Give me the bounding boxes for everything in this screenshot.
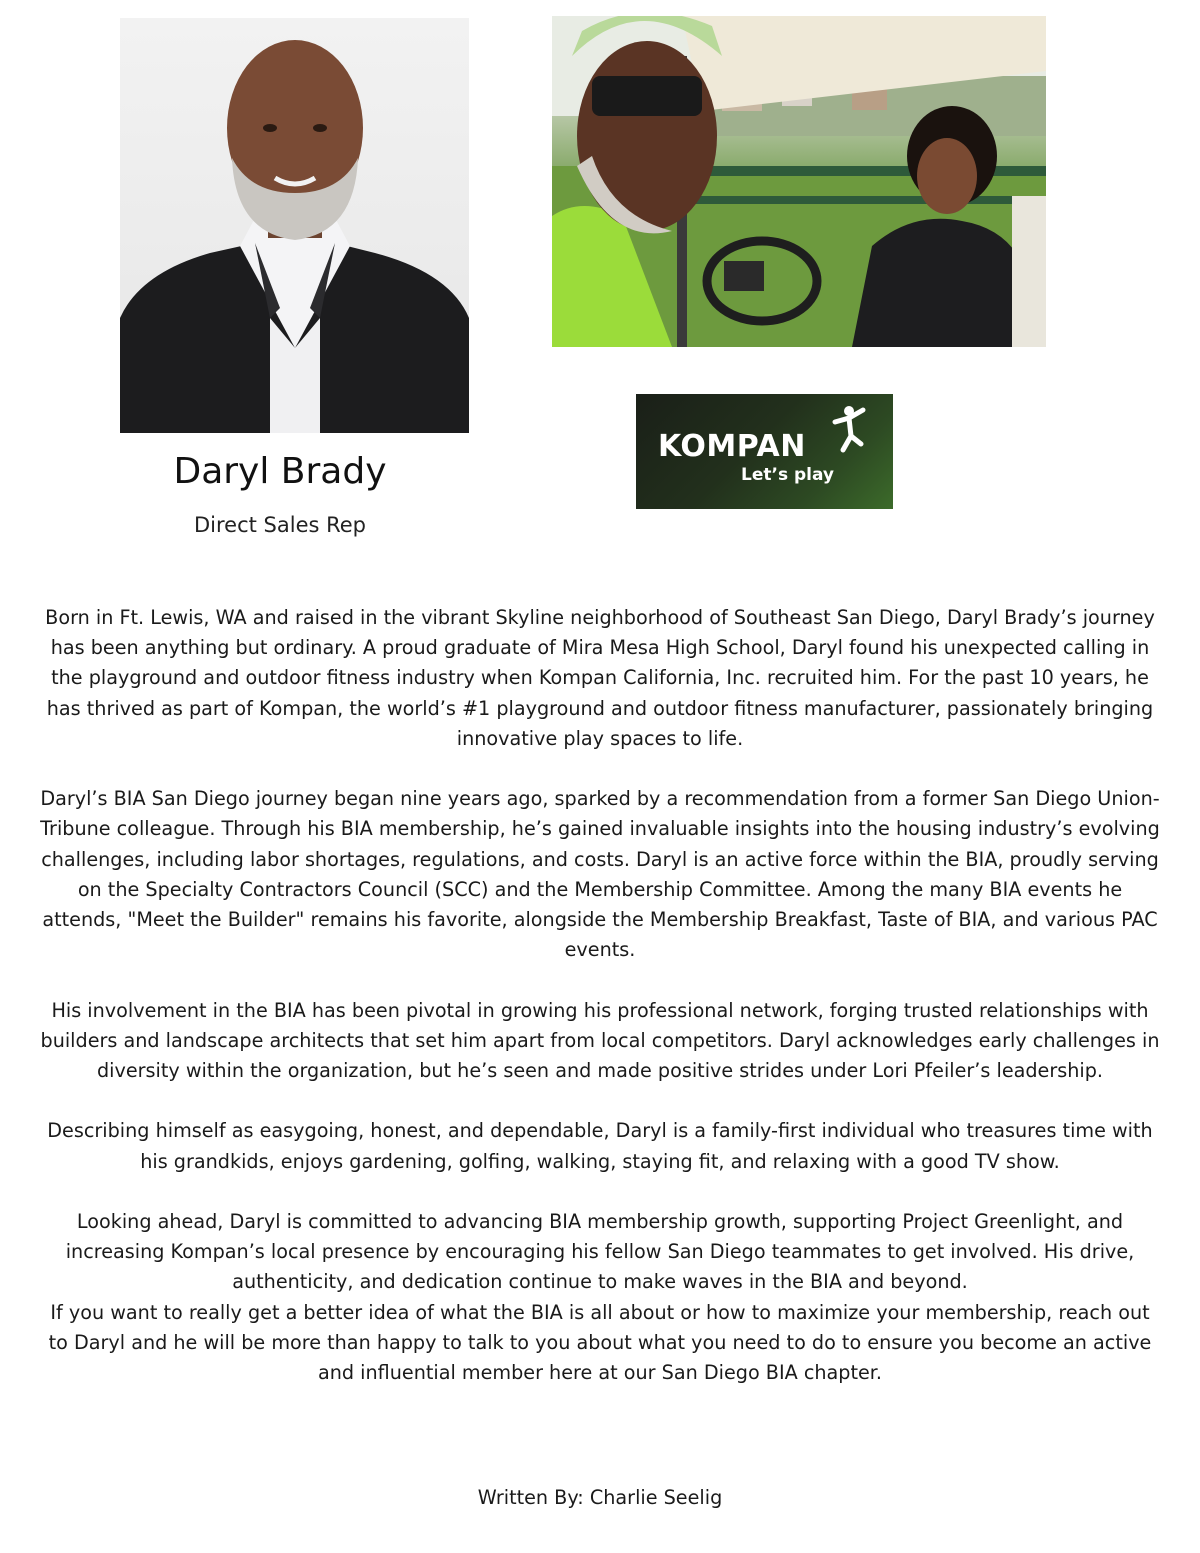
bio-paragraph-3: His involvement in the BIA has been pivotal in growing his professional network, forging trusted relationships with builders and landscape architects that set him apart from local competitors. Daryl acknowledges early challenges in diversity within the organization, but he’s seen and made positive strides under Lori Pfeiler’s leadership. bbox=[40, 998, 1160, 1083]
bio-paragraph-5: Looking ahead, Daryl is committed to advancing BIA membership growth, supporting Project Greenlight, and increasing Kompan’s local presence by encouraging his fellow San Diego teammates to get involved. His drive, authenticity, and dedication continue to make waves in the BIA and beyond. bbox=[65, 1210, 1135, 1294]
profile-title: Direct Sales Rep bbox=[193, 513, 367, 537]
profile-name: Daryl Brady bbox=[173, 451, 387, 492]
play-figure-icon bbox=[831, 404, 871, 454]
kompan-logo bbox=[636, 394, 893, 509]
biography bbox=[38, 603, 1162, 1388]
portrait-photo bbox=[120, 18, 469, 433]
logo-wordmark: KOMPAN bbox=[658, 429, 806, 464]
bio-paragraph-1: Born in Ft. Lewis, WA and raised in the vibrant Skyline neighborhood of Southeast San Diego, Daryl Brady’s journey has been anything but ordinary. A proud graduate of Mira Mesa High School, Daryl found his unexpected calling in the playground and outdoor fitness industry when Kompan California, Inc. recruited him. For the past 10 years, he has thrived as part of Kompan, the world’s #1 playground and outdoor fitness manufacturer, passionately bringing innovative play spaces to life. bbox=[45, 606, 1155, 750]
bio-paragraph-4: Describing himself as easygoing, honest, and dependable, Daryl is a family-first individual who treasures time with his grandkids, enjoys gardening, golfing, walking, staying fit, and relaxing with a good TV show. bbox=[47, 1119, 1153, 1173]
golf-cart-photo bbox=[552, 16, 1046, 347]
logo-tagline: Let’s play bbox=[741, 465, 835, 485]
bio-paragraph-2: Daryl’s BIA San Diego journey began nine years ago, sparked by a recommendation from a former San Diego Union-Tribune colleague. Through his BIA membership, he’s gained invaluable insights into the housing industry’s evolving challenges, including labor shortages, regulations, and costs. Daryl is an active force within the BIA, proudly serving on the Specialty Contractors Council (SCC) and the Membership Committee. Among the many BIA events he attends, "Meet the Builder" remains his favorite, alongside the Membership Breakfast, Taste of BIA, and various PAC events. bbox=[40, 787, 1160, 962]
byline: Written By: Charlie Seelig bbox=[477, 1486, 723, 1509]
bio-paragraph-6: If you want to really get a better idea of what the BIA is all about or how to maximize your membership, reach out to Daryl and he will be more than happy to talk to you about what you need to do to ensure you become an active and influential member here at our San Diego BIA chapter. bbox=[48, 1300, 1152, 1385]
